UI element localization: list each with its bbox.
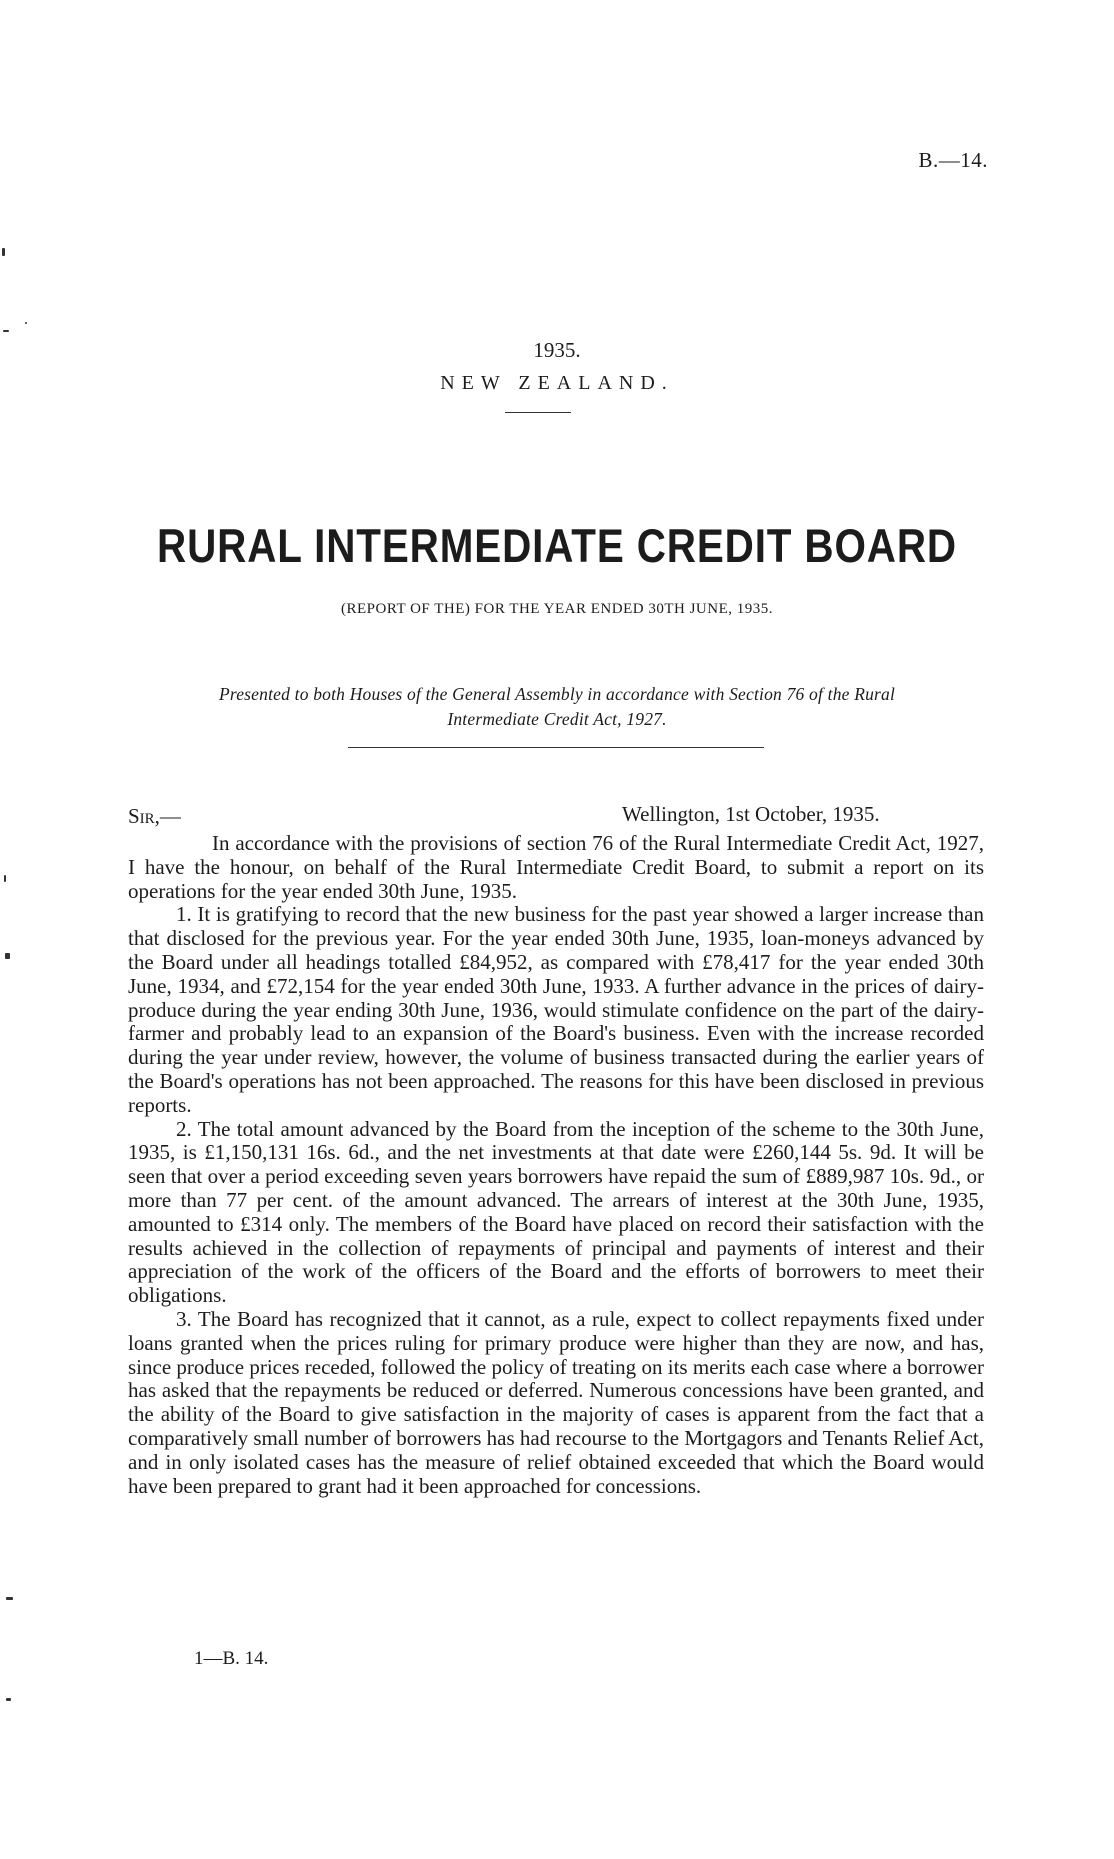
presentation-note-line-1: Presented to both Houses of the General Assembly in accordance with Section 76 of the Rural (218, 684, 896, 704)
scan-speck (25, 322, 27, 324)
divider-long (348, 747, 764, 748)
scan-speck (6, 1597, 13, 1600)
scan-speck (3, 330, 9, 332)
document-subtitle: (REPORT OF THE) FOR THE YEAR ENDED 30TH JUNE, 1935. (341, 601, 773, 617)
presentation-note-line-2: Intermediate Credit Act, 1927. (447, 709, 667, 729)
document-title: RURAL INTERMEDIATE CREDIT BOARD (157, 519, 957, 572)
paragraph-intro: In accordance with the provisions of section 76 of the Rural Intermediate Credit Act, 1927, I have the honour, on behalf of the Rural Intermediate Credit Board, to submit a report on its operations for the year ended 30th June, 1935. (128, 831, 984, 903)
letter-body (128, 832, 984, 1498)
paragraph-2: 2. The total amount advanced by the Board from the inception of the scheme to the 30th June, 1935, is £1,150,131 16s. 6d., and the net investments at that date were £260,144 5s. 9d. It will be seen that over a period exceeding seven years borrowers have repaid the sum of £889,987 10s. 9d., or more than 77 per cent. of the amount advanced. The arrears of interest at the 30th June, 1935, amounted to £314 only. The members of the Board have placed on record their satisfaction with the results achieved in the collection of repayments of principal and payments of interest and their appreciation of the work of the officers of the Board and the efforts of borrowers to meet their obligations. (128, 1116, 984, 1308)
page-signature-mark: 1—B. 14. (194, 1648, 269, 1669)
paragraph-3: 3. The Board has recognized that it cannot, as a rule, expect to collect repayments fixed under loans granted when the prices ruling for primary produce were higher than they are now, and has, since produce prices receded, followed the policy of treating on its merits each case where a borrower has asked that the repayments be reduced or deferred. Numerous concessions have been granted, and the ability of the Board to give satisfaction in the majority of cases is apparent from the fact that a comparatively small number of borrowers has had recourse to the Mortgagors and Tenants Relief Act, and in only isolated cases has the measure of relief obtained exceeded that which the Board would have been prepared to grant had it been approached for concessions. (128, 1306, 984, 1498)
scan-speck (4, 875, 6, 882)
report-year: 1935. (533, 338, 581, 362)
divider-short (505, 412, 571, 413)
paragraph-1: 1. It is gratifying to record that the new business for the past year showed a larger increase than that disclosed for the previous year. For the year ended 30th June, 1935, loan-moneys advanced by the Board under all headings totalled £84,952, as compared with £78,417 for the year ended 30th June, 1934, and £72,154 for the year ended 30th June, 1933. A further advance in the prices of dairy-produce during the year ending 30th June, 1936, would stimulate confidence on the part of the dairy-farmer and probably lead to an expansion of the Board's business. Even with the increase recorded during the year under review, however, the volume of business transacted during the earlier years of the Board's operations has not been approached. The reasons for this have been disclosed in previous reports. (128, 902, 984, 1117)
presentation-note (150, 682, 964, 732)
letter-salutation: Sir,— (128, 804, 181, 828)
scan-speck (6, 1698, 11, 1701)
page-reference: B.—14. (918, 148, 988, 172)
country-heading: NEW ZEALAND. (440, 372, 674, 394)
scan-speck (2, 248, 5, 256)
letter-dateline: Wellington, 1st October, 1935. (622, 802, 880, 826)
scan-speck (5, 953, 10, 959)
